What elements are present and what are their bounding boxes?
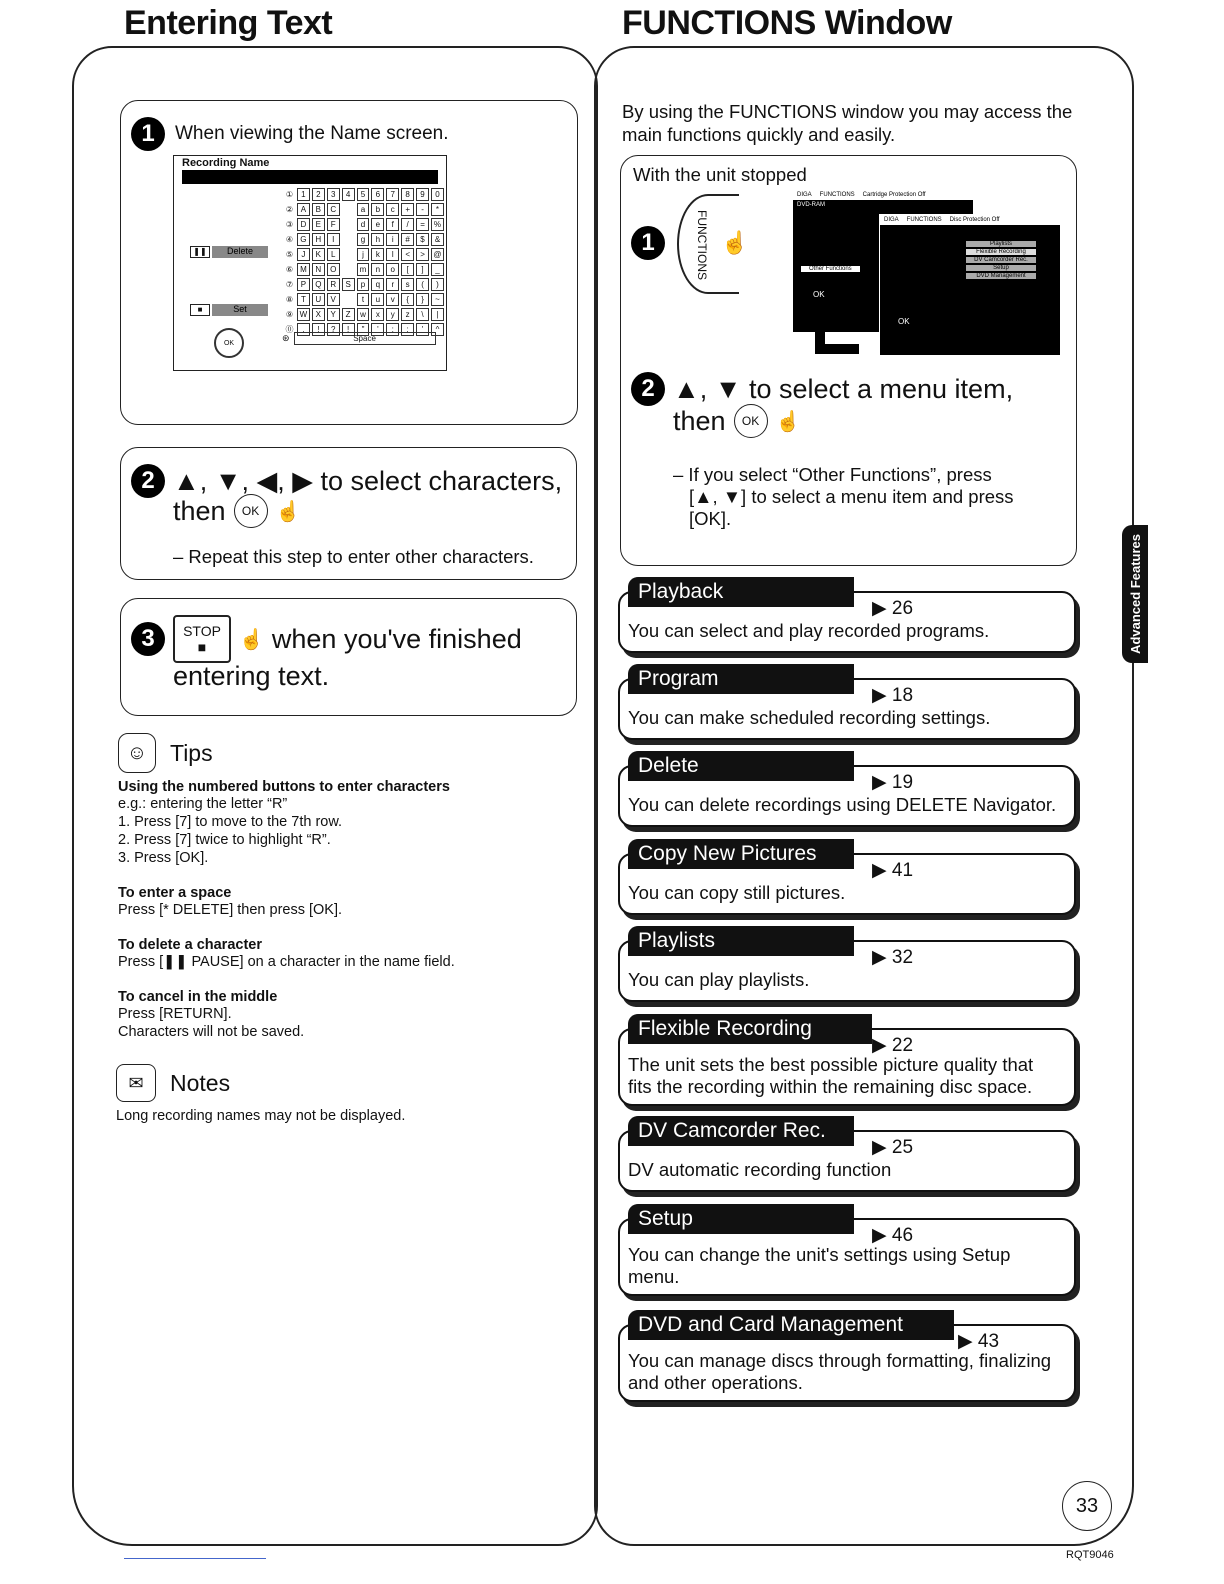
character-key[interactable]: { [401, 293, 414, 306]
function-desc: You can delete recordings using DELETE Navigator. [628, 794, 1057, 815]
character-key[interactable]: q [371, 278, 384, 291]
character-key[interactable]: D [297, 218, 310, 231]
character-key[interactable]: N [312, 263, 325, 276]
character-key[interactable]: _ [431, 263, 444, 276]
function-label: Setup [628, 1204, 854, 1234]
function-label: DVD and Card Management [628, 1310, 954, 1340]
character-key[interactable] [342, 248, 355, 261]
tips-s1-title: Using the numbered buttons to enter characters [118, 779, 450, 795]
character-key[interactable] [342, 203, 355, 216]
character-key[interactable]: T [297, 293, 310, 306]
character-row [284, 248, 444, 261]
character-key[interactable] [342, 263, 355, 276]
character-key[interactable]: [ [401, 263, 414, 276]
character-key[interactable]: F [327, 218, 340, 231]
character-key[interactable]: 5 [357, 188, 370, 201]
space-key[interactable]: Space [294, 332, 436, 345]
character-key[interactable]: & [431, 233, 444, 246]
character-key[interactable]: R [327, 278, 340, 291]
character-key[interactable]: ' [416, 323, 429, 336]
character-key[interactable]: 7 [386, 188, 399, 201]
hand-pointer-icon: ☝ [239, 628, 264, 651]
doc-code: RQT9046 [1066, 1549, 1114, 1561]
character-key[interactable]: < [401, 248, 414, 261]
stop-icon: ■ [190, 304, 210, 316]
step2-right-note: – If you select “Other Functions”, press [▲, ▼] to select a menu item and press [OK]. [673, 464, 1014, 529]
character-key[interactable]: ~ [431, 293, 444, 306]
row-number-key[interactable]: ⑨ [285, 309, 294, 319]
notes-header [116, 1064, 230, 1102]
other-functions-menu: Playlists Flexible Recording DV Camcorder Rec. Setup DVD Management [966, 241, 1036, 279]
step2-text: ▲, ▼, ◀, ▶ to select characters, [173, 465, 563, 496]
row-number-key[interactable]: ⑥ [285, 264, 294, 274]
character-key[interactable]: s [401, 278, 414, 291]
delete-button[interactable]: Delete [212, 246, 268, 258]
tips-s4-line: Press [RETURN]. [118, 1006, 232, 1022]
ok-button-icon: OK [234, 494, 268, 528]
character-key[interactable]: - [416, 203, 429, 216]
function-box-playlists [618, 929, 1076, 1002]
other-functions-item: Other Functions [801, 266, 860, 272]
name-field [182, 170, 438, 184]
hand-pointer-icon: ☝ [721, 230, 749, 255]
function-desc: The unit sets the best possible picture quality that fits the recording within the remaining disc space. [628, 1054, 1034, 1097]
character-key[interactable]: d [357, 218, 370, 231]
character-key[interactable]: g [357, 233, 370, 246]
character-key[interactable]: J [297, 248, 310, 261]
character-key[interactable]: / [401, 218, 414, 231]
character-key[interactable]: w [357, 308, 370, 321]
character-key[interactable]: a [357, 203, 370, 216]
character-key[interactable]: 9 [416, 188, 429, 201]
stopped-title: With the unit stopped [633, 164, 807, 185]
function-page-ref: ▶ 32 [872, 947, 914, 968]
function-label: Flexible Recording [628, 1014, 872, 1044]
function-box-dv-camcorder-rec [618, 1119, 1076, 1192]
ok-dial-icon: OK [214, 328, 244, 358]
character-key[interactable]: z [401, 308, 414, 321]
ok-icon: OK [898, 317, 910, 326]
character-key[interactable]: ) [431, 278, 444, 291]
step-number-2: 2 [131, 464, 165, 498]
character-key[interactable]: S [342, 278, 355, 291]
character-key[interactable]: > [416, 248, 429, 261]
step3-text2: entering text. [173, 661, 330, 691]
character-key[interactable]: y [386, 308, 399, 321]
character-key[interactable]: C [327, 203, 340, 216]
character-key[interactable]: p [357, 278, 370, 291]
book-icon: ✉ [116, 1064, 156, 1102]
function-desc: DV automatic recording function [628, 1159, 892, 1180]
function-box-playback [618, 580, 1076, 653]
character-key[interactable]: 4 [342, 188, 355, 201]
character-key[interactable]: P [297, 278, 310, 291]
character-key[interactable]: ? [327, 323, 340, 336]
step1-box [120, 100, 578, 425]
character-key[interactable] [342, 293, 355, 306]
tips-header [118, 733, 213, 773]
step2-then: then [173, 495, 226, 526]
step-number-1: 1 [131, 117, 165, 151]
tips-s1-line: 2. Press [7] twice to highlight “R”. [118, 832, 331, 848]
tips-s4-title: To cancel in the middle [118, 989, 278, 1005]
function-box-copy-new-pictures [618, 842, 1076, 915]
character-key[interactable]: 6 [371, 188, 384, 201]
function-label: Copy New Pictures [628, 839, 854, 869]
character-row [284, 218, 444, 231]
character-key[interactable]: Z [342, 308, 355, 321]
character-key[interactable]: o [386, 263, 399, 276]
notes-title: Notes [170, 1069, 231, 1096]
character-key[interactable]: t [357, 293, 370, 306]
row-number-key[interactable]: ① [285, 189, 294, 199]
tips-s3-title: To delete a character [118, 937, 262, 953]
row-number-key[interactable]: ⑧ [285, 294, 294, 304]
tips-s4-line: Characters will not be saved. [118, 1024, 305, 1040]
function-page-ref: ▶ 22 [872, 1035, 914, 1056]
step3-text: when you've finished [271, 623, 522, 654]
function-label: Playlists [628, 926, 854, 956]
character-key[interactable]: k [371, 248, 384, 261]
character-key[interactable]: e [371, 218, 384, 231]
name-screen-title: Recording Name [182, 157, 270, 169]
character-key[interactable]: + [401, 203, 414, 216]
notes-text: Long recording names may not be displayed. [116, 1108, 406, 1124]
character-key[interactable]: ! [312, 323, 325, 336]
function-desc: You can manage discs through formatting, finalizing and other operations. [628, 1350, 1052, 1393]
character-key[interactable]: ( [416, 278, 429, 291]
hand-pointer-icon: ☝ [775, 410, 801, 433]
character-key[interactable]: f [386, 218, 399, 231]
step-number-2: 2 [631, 372, 665, 406]
character-key[interactable]: @ [431, 248, 444, 261]
page-number: 33 [1062, 1481, 1112, 1531]
page-title-right: FUNCTIONS Window [622, 4, 952, 42]
character-key[interactable]: \ [416, 308, 429, 321]
character-key[interactable]: H [312, 233, 325, 246]
character-key[interactable]: b [371, 203, 384, 216]
character-key[interactable]: 3 [327, 188, 340, 201]
step2-note: – Repeat this step to enter other characters. [173, 546, 534, 567]
step2-box [120, 447, 577, 580]
character-key[interactable]: " [357, 323, 370, 336]
step1-text: When viewing the Name screen. [175, 123, 449, 144]
set-row [190, 304, 268, 316]
function-page-ref: ▶ 41 [872, 860, 914, 881]
function-desc: You can play playlists. [628, 969, 810, 990]
character-key[interactable]: = [416, 218, 429, 231]
tips-content [118, 779, 578, 1041]
character-key[interactable]: r [386, 278, 399, 291]
functions-screen-front: DIGA FUNCTIONS Disc Protection Off Playlists Flexible Recording DV Camcorder Rec. Setup DVD Management OK [879, 214, 1061, 356]
function-page-ref: ▶ 18 [872, 685, 914, 706]
function-box-dvd-and-card-management [618, 1313, 1076, 1402]
row-number-key[interactable]: ⑦ [285, 279, 294, 289]
character-key[interactable]: ^ [431, 323, 444, 336]
character-key[interactable]: j [357, 248, 370, 261]
character-key[interactable]: Q [312, 278, 325, 291]
character-key[interactable]: i [386, 233, 399, 246]
character-key[interactable]: % [431, 218, 444, 231]
step2-right-text: ▲, ▼ to select a menu item, [673, 373, 1014, 404]
set-button[interactable]: Set [212, 304, 268, 316]
functions-screen-back: DIGA FUNCTIONS Cartridge Protection Off DVD-RAM Other Functions OK [793, 190, 973, 332]
function-label: DV Camcorder Rec. [628, 1116, 854, 1146]
character-key[interactable]: 0 [431, 188, 444, 201]
character-key[interactable]: X [312, 308, 325, 321]
character-key[interactable]: } [416, 293, 429, 306]
step-number-3: 3 [131, 622, 165, 656]
pause-icon: ❚❚ [190, 246, 210, 258]
function-desc: You can make scheduled recording settings. [628, 707, 991, 728]
tips-s1-line: 3. Press [OK]. [118, 850, 209, 866]
character-key[interactable]: U [312, 293, 325, 306]
function-label: Playback [628, 577, 854, 607]
stopped-box [620, 155, 1077, 566]
intro-text: By using the FUNCTIONS window you may access the main functions quickly and easily. [622, 101, 1073, 145]
character-key[interactable]: ! [342, 323, 355, 336]
step3-box [120, 598, 577, 716]
function-desc: You can copy still pictures. [628, 882, 846, 903]
character-row [284, 278, 444, 291]
character-key[interactable]: ] [416, 263, 429, 276]
function-box-program [618, 667, 1076, 740]
character-key[interactable]: W [297, 308, 310, 321]
tips-s1-line: 1. Press [7] to move to the 7th row. [118, 814, 343, 830]
side-tab: Advanced Features [1122, 525, 1148, 663]
function-box-flexible-recording [618, 1017, 1076, 1106]
function-page-ref: ▶ 25 [872, 1137, 914, 1158]
function-desc: You can select and play recorded programs. [628, 620, 990, 641]
character-key[interactable]: V [327, 293, 340, 306]
page-title-left: Entering Text [124, 4, 333, 42]
function-box-delete [618, 754, 1076, 827]
character-key[interactable]: I [327, 233, 340, 246]
character-key[interactable]: 2 [312, 188, 325, 201]
ok-button-icon: OK [734, 404, 768, 438]
character-key[interactable]: ' [371, 323, 384, 336]
row-number-key[interactable]: ④ [285, 234, 294, 244]
name-screen [173, 155, 447, 371]
character-row [284, 203, 444, 216]
character-key[interactable]: M [297, 263, 310, 276]
space-row: ⊛ Space [282, 332, 436, 345]
character-key[interactable]: $ [416, 233, 429, 246]
character-key[interactable]: L [327, 248, 340, 261]
character-row [284, 308, 444, 321]
character-grid [282, 186, 446, 338]
function-page-ref: ▶ 43 [958, 1331, 1000, 1352]
tips-s1-line: e.g.: entering the letter “R” [118, 796, 288, 812]
delete-row [190, 246, 268, 258]
character-row [284, 233, 444, 246]
character-row [284, 293, 444, 306]
character-key[interactable]: * [431, 203, 444, 216]
function-box-setup [618, 1207, 1076, 1296]
divider [124, 1558, 266, 1559]
arrow-icon [815, 332, 859, 354]
row-number-key[interactable]: ⓪ [285, 324, 294, 334]
character-key[interactable]: : [386, 323, 399, 336]
function-page-ref: ▶ 26 [872, 598, 914, 619]
tips-title: Tips [170, 739, 213, 766]
character-key[interactable]: . [297, 323, 310, 336]
character-key[interactable] [342, 218, 355, 231]
character-key[interactable]: x [371, 308, 384, 321]
step2-right-then: then [673, 405, 726, 436]
character-key[interactable]: u [371, 293, 384, 306]
function-label: Program [628, 664, 854, 694]
row-number-key[interactable]: ② [285, 204, 294, 214]
character-key[interactable]: n [371, 263, 384, 276]
character-key[interactable]: 1 [297, 188, 310, 201]
character-key[interactable]: v [386, 293, 399, 306]
character-key[interactable]: c [386, 203, 399, 216]
character-key[interactable]: h [371, 233, 384, 246]
character-key[interactable]: 8 [401, 188, 414, 201]
tips-s2-title: To enter a space [118, 885, 232, 901]
function-desc: You can change the unit's settings using Setup menu. [628, 1244, 1011, 1287]
character-row [284, 263, 444, 276]
character-key[interactable] [342, 233, 355, 246]
function-label: Delete [628, 751, 854, 781]
character-key[interactable]: ; [401, 323, 414, 336]
tips-s2-text: Press [* DELETE] then press [OK]. [118, 902, 343, 918]
character-key[interactable]: m [357, 263, 370, 276]
character-key[interactable]: # [401, 233, 414, 246]
function-page-ref: ▶ 19 [872, 772, 914, 793]
character-key[interactable]: Y [327, 308, 340, 321]
row-number-key[interactable]: ③ [285, 219, 294, 229]
function-page-ref: ▶ 46 [872, 1225, 914, 1246]
functions-button-icon: FUNCTIONS [677, 194, 739, 294]
character-key[interactable]: O [327, 263, 340, 276]
step-number-1: 1 [631, 226, 665, 260]
character-row [284, 188, 444, 201]
tips-s3-text: Press [❚❚ PAUSE] on a character in the name field. [118, 954, 455, 970]
stop-button-icon: STOP ■ [173, 615, 231, 663]
lightbulb-icon: ☺ [118, 733, 156, 773]
row-number-key[interactable]: ⑤ [285, 249, 294, 259]
character-key[interactable]: l [386, 248, 399, 261]
character-key[interactable]: E [312, 218, 325, 231]
character-key[interactable]: A [297, 203, 310, 216]
ok-icon: OK [813, 290, 825, 299]
character-key[interactable]: G [297, 233, 310, 246]
character-key[interactable]: B [312, 203, 325, 216]
hand-pointer-icon: ☝ [275, 500, 301, 523]
character-key[interactable]: | [431, 308, 444, 321]
character-key[interactable]: K [312, 248, 325, 261]
